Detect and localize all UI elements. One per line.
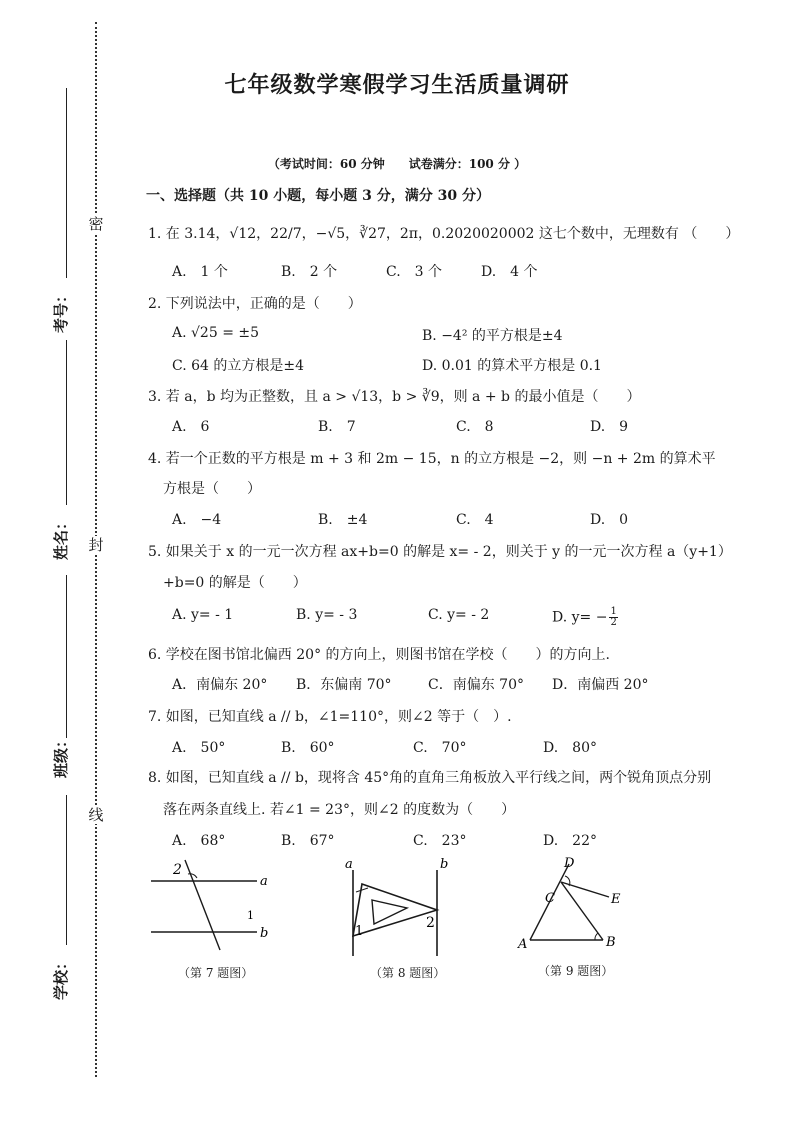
question-1: 1. 在 3.14，√12，22/7，−√5，∛27，2π，0.2020020002 这七个数中，无理数有 （ ） [148,226,740,242]
q8-option-a: A. 68° [172,833,226,849]
q4-option-a: A. −4 [172,512,222,528]
q7-option-b: B. 60° [281,740,335,756]
q5-option-c: C. y= - 2 [428,607,490,623]
q8-option-d: D. 22° [543,833,597,849]
question-6: 6. 学校在图书馆北偏西 20° 的方向上，则图书馆在学校（ ）的方向上. [148,647,610,663]
fraction-half [609,607,617,628]
fig7-caption: （第 7 题图） [178,966,254,980]
fig9-label-b: B [606,935,616,950]
q5-option-d-text: D. y= − [552,609,608,626]
q3-option-d: D. 9 [590,419,629,435]
q5-option-a: A. y= - 1 [172,607,234,623]
fig9-label-a: A [518,937,528,952]
q3-option-a: A. 6 [172,419,210,435]
fig9-angle-b [595,933,598,940]
q6-option-b: B．东偏南 70° [296,677,392,693]
q6-option-d: D．南偏西 20° [552,677,649,693]
q5-option-b: B. y= - 3 [296,607,358,623]
figure-7 [145,852,280,952]
xuexiao-line [66,795,67,945]
kaohao-line [66,88,67,278]
question-8-cont: 落在两条直线上. 若∠1 = 23°，则∠2 的度数为（ ） [163,802,516,818]
fig7-label-a: a [260,874,268,889]
q4-option-d: D. 0 [590,512,629,528]
question-4: 4. 若一个正数的平方根是 m + 3 和 2m − 15，n 的立方根是 −2，则 −n + 2m 的算术平 [148,451,716,467]
fig9-label-e: E [611,892,621,907]
fig9-line-cb [561,882,603,940]
seal-char-feng: 封 [88,536,104,554]
q2-option-c: C. 64 的立方根是±4 [172,358,305,374]
q1-option-b: B. 2 个 [281,264,338,280]
q1-option-a: A. 1 个 [172,264,228,280]
fraction-denominator: 2 [610,617,617,628]
label-xingming: 姓名： [52,514,70,560]
q7-option-c: C. 70° [413,740,467,756]
q2-option-a: A. √25 = ±5 [172,325,260,341]
fig9-caption: （第 9 题图） [538,964,614,978]
q1-option-c: C. 3 个 [386,264,443,280]
fig9-line-ce [561,882,609,897]
question-5: 5. 如果关于 x 的一元一次方程 ax+b=0 的解是 x= - 2，则关于 y 的一元一次方程 a（y+1） [148,544,732,560]
fig7-label-1: 1 [247,909,254,922]
label-banji: 班级： [52,732,70,778]
fig8-label-2: 2 [426,915,435,931]
label-xuexiao: 学校： [52,954,70,1000]
fig9-label-c: C [545,891,555,906]
banji-line [66,575,67,738]
fig9-label-d: D [564,856,575,871]
fig8-label-a: a [345,857,353,872]
exam-info: （考试时间：60 分钟 试卷满分：100 分 ） [267,157,527,171]
question-3: 3. 若 a，b 均为正整数，且 a > √13，b > ∛9，则 a + b 的最小值是（ ） [148,389,641,405]
question-2: 2. 下列说法中，正确的是（ ） [148,296,362,312]
fig8-label-1: 1 [355,924,364,939]
seal-char-xian: 线 [88,806,104,824]
q5-option-d [552,607,618,628]
page-title: 七年级数学寒假学习生活质量调研 [224,72,570,98]
question-8: 8. 如图，已知直线 a // b，现将含 45°角的直角三角板放入平行线之间，两个锐角顶点分别 [148,770,712,786]
fig7-label-2: 2 [173,862,182,878]
fig7-label-b: b [260,926,269,941]
q8-option-b: B. 67° [281,833,335,849]
fraction-numerator: 1 [610,606,617,617]
figure-9 [515,852,630,952]
q2-option-b: B. −4² 的平方根是±4 [422,328,563,344]
q6-option-c: C．南偏东 70° [428,677,524,693]
q3-option-b: B. 7 [318,419,356,435]
question-5-cont: +b=0 的解是（ ） [163,575,307,591]
label-kaohao: 考号： [52,287,70,333]
q4-option-c: C. 4 [456,512,494,528]
q7-option-a: A. 50° [172,740,226,756]
q4-option-b: B. ±4 [318,512,368,528]
fig8-label-b: b [440,857,449,872]
question-7: 7. 如图，已知直线 a // b，∠1=110°，则∠2 等于（ ）. [148,709,512,725]
fig8-caption: （第 8 题图） [370,966,446,980]
q8-option-c: C. 23° [413,833,467,849]
figure-8 [340,852,455,960]
q2-option-d: D. 0.01 的算术平方根是 0.1 [422,358,602,374]
seal-char-mi: 密 [88,215,104,233]
question-4-cont: 方根是（ ） [163,481,261,497]
xingming-line [66,340,67,505]
q1-option-d: D. 4 个 [481,264,538,280]
q3-option-c: C. 8 [456,419,494,435]
q6-option-a: A．南偏东 20° [172,677,268,693]
section-heading: 一、选择题（共 10 小题，每小题 3 分，满分 30 分） [146,188,490,204]
q7-option-d: D. 80° [543,740,597,756]
fig8-triangle-outer [353,884,437,936]
